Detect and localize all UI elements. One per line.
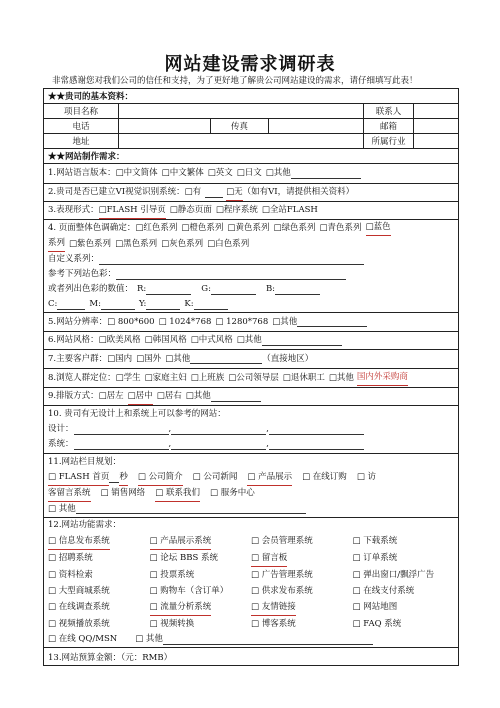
q10-system-blank-1[interactable] xyxy=(74,440,169,450)
q7-note: （直接地区） xyxy=(262,353,314,364)
q1-row xyxy=(44,164,459,184)
q11-opt-service[interactable]: □ 服务中心 xyxy=(209,488,255,498)
q4-b-blank[interactable] xyxy=(275,285,320,295)
q4-opt-cyan[interactable]: □青色系列 xyxy=(319,222,362,233)
q12-row xyxy=(44,518,459,648)
q12-option-item[interactable]: □ 留言板 xyxy=(251,550,287,567)
q8-row xyxy=(44,369,459,388)
q12-option-item[interactable]: □ 友情链接 xyxy=(251,599,296,616)
q12-opt-other[interactable]: □ 其他 xyxy=(135,634,163,644)
q6-row xyxy=(44,332,459,350)
page-title: 网站建设需求调研表 xyxy=(164,54,336,75)
q3-opt-static[interactable]: □静态页面 xyxy=(169,205,212,215)
q12-option-item[interactable]: □ 下载系统 xyxy=(352,536,398,546)
q8-opt-students[interactable]: □学生 xyxy=(115,372,141,383)
q4-k-blank[interactable] xyxy=(194,300,228,310)
q8-handwritten-answer: 国内外采购商 xyxy=(357,370,408,386)
q9-other-blank[interactable] xyxy=(211,392,261,402)
q11-opt-contact[interactable]: □ 联系我们 xyxy=(155,486,200,502)
q12-option-item[interactable]: □ 网站地图 xyxy=(352,602,398,612)
q11-other-blank[interactable] xyxy=(76,504,306,514)
q2-yes-blank[interactable] xyxy=(205,188,223,198)
q12-option-item[interactable]: □ 弹出窗口/飘浮广告 xyxy=(352,570,435,580)
q11-opt-flash-home[interactable]: □ FLASH 首页 xyxy=(48,470,109,486)
q5-other-blank[interactable] xyxy=(297,317,367,327)
q12-option-item[interactable]: □ 广告管理系统 xyxy=(251,570,313,580)
intro-text: 非常感谢您对我们公司的信任和支持，为了更好地了解贵公司网站建设的需求，请仔细填写此表！ xyxy=(52,76,418,86)
q4-custom-blank[interactable] xyxy=(99,255,364,265)
q12-option-item[interactable]: □ 购物车（含订单） xyxy=(149,586,229,596)
q6-opt-western[interactable]: □欧美风格 xyxy=(98,335,141,345)
q1-opt-simplified[interactable]: □中文简体 xyxy=(115,168,158,178)
q4-opt-red[interactable]: □红色系列 xyxy=(135,222,178,233)
q7-opt-other[interactable]: □其他 xyxy=(165,353,191,364)
q4-b-label: B: xyxy=(265,284,276,294)
q9-label: 9.排版方式： xyxy=(48,391,99,401)
fax-field[interactable] xyxy=(269,119,364,134)
q7-opt-domestic[interactable]: □国内 xyxy=(107,353,133,364)
q12-option-item[interactable]: □ 论坛 BBS 系统 xyxy=(149,553,218,563)
q6-label: 6.网站风格： xyxy=(48,335,99,345)
q1-label: 1.网站语言版本： xyxy=(48,168,116,178)
q1-opt-other[interactable]: □其他 xyxy=(265,168,291,178)
q4-k-label: K: xyxy=(184,299,194,309)
project-name-field[interactable] xyxy=(119,104,364,119)
q11-seconds: 秒 xyxy=(119,470,128,486)
industry-field[interactable] xyxy=(414,134,459,149)
q11-opt-products[interactable]: □ 产品展示 xyxy=(247,470,292,486)
q3-label: 3.表现形式： xyxy=(48,205,99,215)
q1-opt-traditional[interactable]: □中文繁体 xyxy=(161,168,204,178)
address-field[interactable] xyxy=(119,134,364,149)
q11-opt-news[interactable]: □ 公司新闻 xyxy=(192,472,238,482)
q12-option-item[interactable]: □ 投票系统 xyxy=(149,570,195,580)
q11-row xyxy=(44,454,459,518)
q12-option-item[interactable]: □ 流量分析系统 xyxy=(150,599,212,616)
q2-row xyxy=(44,184,459,202)
q4-row xyxy=(44,220,459,313)
q12-option-item[interactable]: □ 博客系统 xyxy=(251,619,296,629)
q11-opt-about[interactable]: □ 公司简介 xyxy=(138,470,183,486)
q7-row xyxy=(44,350,459,369)
contact-field[interactable] xyxy=(414,104,459,119)
q8-opt-retirees[interactable]: □退休职工 xyxy=(282,372,325,383)
q11-flash-blank[interactable] xyxy=(109,473,119,483)
q10-design-blank-2[interactable] xyxy=(171,425,266,435)
q8-opt-executives[interactable]: □公司领导层 xyxy=(228,372,279,383)
q12-option-item[interactable]: □ 招聘系统 xyxy=(48,553,93,563)
address-label: 地址 xyxy=(44,134,119,149)
q4-ref-label: 参考下列站色彩： xyxy=(48,269,117,279)
q12-option-item[interactable]: □ 会员管理系统 xyxy=(251,536,313,546)
q4-y-label: Y: xyxy=(138,299,147,309)
q4-m-blank[interactable] xyxy=(101,300,135,310)
q12-other-blank[interactable] xyxy=(163,635,373,645)
q4-g-label: G: xyxy=(201,284,211,294)
q6-opt-korean[interactable]: □韩国风格 xyxy=(144,335,187,345)
q4-r-blank[interactable] xyxy=(146,285,191,295)
q9-opt-other[interactable]: □其他 xyxy=(185,391,211,401)
q11-opt-other[interactable]: □ 其他 xyxy=(48,503,76,514)
q2-opt-yes[interactable]: □有 xyxy=(184,187,202,197)
q4-ref-blank[interactable] xyxy=(116,270,346,280)
q13-row[interactable]: 13.网站预算金额：（元：RMB） xyxy=(44,648,459,666)
q5-label: 5.网站分辨率： xyxy=(48,316,108,327)
q11-opt-guestbook[interactable]: □ 访 xyxy=(356,472,377,482)
q3-row xyxy=(44,202,459,220)
q6-other-blank[interactable] xyxy=(262,336,342,346)
q4-m-label: M: xyxy=(89,299,101,309)
q11-opt-order[interactable]: □ 在线订购 xyxy=(302,472,347,482)
q9-opt-center[interactable]: □居中 xyxy=(128,389,153,405)
q10-system-blank-2[interactable] xyxy=(171,440,266,450)
q4-opt-black[interactable]: □黑色系列 xyxy=(115,238,158,249)
q4-series-suffix: 系列 xyxy=(48,236,65,252)
q12-option-item[interactable]: □ 大型商城系统 xyxy=(48,586,110,596)
q5-opt-1280[interactable]: □ 1280*768 xyxy=(215,316,269,327)
phone-field[interactable] xyxy=(119,119,211,134)
q3-opt-full-flash[interactable]: □全站FLASH xyxy=(261,205,318,215)
q4-c-blank[interactable] xyxy=(57,300,85,310)
q12-option-item[interactable]: □ 供求发布系统 xyxy=(251,586,313,596)
q12-option-item[interactable]: □ 产品展示系统 xyxy=(150,533,212,550)
phone-label: 电话 xyxy=(44,119,119,134)
q4-y-blank[interactable] xyxy=(146,300,180,310)
q11-guestbook-suffix: 客留言系统 xyxy=(48,486,91,502)
q12-option-item[interactable]: □ 在线支付系统 xyxy=(352,586,415,596)
mailbox-label: 邮箱 xyxy=(364,119,414,134)
q4-opt-gray[interactable]: □灰色系列 xyxy=(161,238,204,249)
q8-opt-office-workers[interactable]: □上班族 xyxy=(190,372,225,383)
q4-label: 4. 页面整体色调确定： xyxy=(48,222,136,233)
q9-opt-right[interactable]: □居右 xyxy=(156,391,182,401)
basic-heading: ★★贵司的基本资料： xyxy=(44,89,459,104)
q2-opt-no[interactable]: □无 xyxy=(226,185,243,201)
survey-table xyxy=(43,88,459,666)
q4-opt-orange[interactable]: □橙色系列 xyxy=(181,222,224,233)
q12-option-item[interactable]: □ 订单系统 xyxy=(352,553,398,563)
q3-opt-program[interactable]: □程序系统 xyxy=(215,205,258,215)
q11-label: 11.网站栏目规划： xyxy=(48,456,122,467)
q10-system-label: 系统： xyxy=(48,439,74,449)
q11-opt-sales[interactable]: □ 销售网络 xyxy=(100,488,146,498)
q4-r-label: R: xyxy=(137,284,147,294)
q12-options-grid xyxy=(48,533,454,632)
fax-label: 传真 xyxy=(211,119,269,134)
q5-opt-other[interactable]: □其他 xyxy=(272,316,298,327)
make-heading: ★★网站制作需求： xyxy=(44,149,459,164)
q3-opt-flash-intro[interactable]: □FLASH 引导页 xyxy=(99,203,166,219)
q12-option-item[interactable]: □ 资料检索 xyxy=(48,570,93,580)
q10-label: 10. 贵司有无设计上和系统上可以参考的网站： xyxy=(48,409,226,419)
q8-opt-housewives[interactable]: □家庭主妇 xyxy=(144,372,187,383)
q6-opt-chinese[interactable]: □中式风格 xyxy=(190,335,233,345)
q4-opt-white[interactable]: □白色系列 xyxy=(207,238,250,249)
q12-label: 12.网站功能需求： xyxy=(48,520,122,530)
q5-opt-1024[interactable]: □ 1024*768 xyxy=(158,316,212,327)
q2-label: 2.贵司是否已建立VI视觉识别系统： xyxy=(48,187,185,197)
q5-row xyxy=(44,313,459,332)
q10-design-blank-1[interactable] xyxy=(74,425,169,435)
q12-option-item[interactable]: □ 视频播放系统 xyxy=(48,619,110,629)
q9-row xyxy=(44,388,459,406)
q1-opt-japanese[interactable]: □日文 xyxy=(236,168,262,178)
project-name-label: 项目名称 xyxy=(44,104,119,119)
q8-opt-other[interactable]: □其他 xyxy=(328,372,354,383)
q6-opt-other[interactable]: □其他 xyxy=(236,335,262,345)
q4-opt-green[interactable]: □绿色系列 xyxy=(273,222,316,233)
q10-design-blank-3[interactable] xyxy=(269,425,364,435)
q4-custom-label: 自定义系列： xyxy=(48,254,100,264)
q12-opt-qq-msn[interactable]: □ 在线 QQ/MSN xyxy=(48,634,118,644)
q8-label: 8.浏览人群定位： xyxy=(48,372,116,383)
q12-option-item[interactable]: □ 视频转换 xyxy=(149,619,195,629)
q2-note: （如有VI，请提供相关资料） xyxy=(242,187,355,197)
q4-opt-yellow[interactable]: □黄色系列 xyxy=(227,222,270,233)
q4-opt-blue[interactable]: □蓝色 xyxy=(366,220,391,236)
q12-option-item[interactable]: □ FAQ 系统 xyxy=(352,619,402,629)
q4-g-blank[interactable] xyxy=(211,285,256,295)
mailbox-field[interactable] xyxy=(414,119,459,134)
q7-opt-overseas[interactable]: □国外 xyxy=(136,353,162,364)
q12-option-item[interactable]: □ 信息发布系统 xyxy=(48,533,110,550)
q10-system-blank-3[interactable] xyxy=(269,440,364,450)
q9-opt-left[interactable]: □居左 xyxy=(98,391,124,401)
contact-label: 联系人 xyxy=(364,104,414,119)
q4-opt-purple[interactable]: □紫色系列 xyxy=(69,238,112,249)
industry-label: 所属行业 xyxy=(364,134,414,149)
q7-other-blank[interactable] xyxy=(190,354,262,364)
q4-nums-label: 或者列出色彩的数值： xyxy=(48,284,134,294)
q4-c-label: C: xyxy=(48,299,58,309)
q7-label: 7.主要客户群： xyxy=(48,353,108,364)
q10-row: 10. 贵司有无设计上和系统上可以参考的网站： 设计： , , 系统： , , xyxy=(44,406,459,454)
q12-option-item[interactable]: □ 在线调查系统 xyxy=(48,602,110,612)
q1-opt-english[interactable]: □英文 xyxy=(207,168,233,178)
q1-other-blank[interactable] xyxy=(291,169,361,179)
q10-design-label: 设计： xyxy=(48,424,74,434)
q5-opt-800[interactable]: □ 800*600 xyxy=(107,316,155,327)
